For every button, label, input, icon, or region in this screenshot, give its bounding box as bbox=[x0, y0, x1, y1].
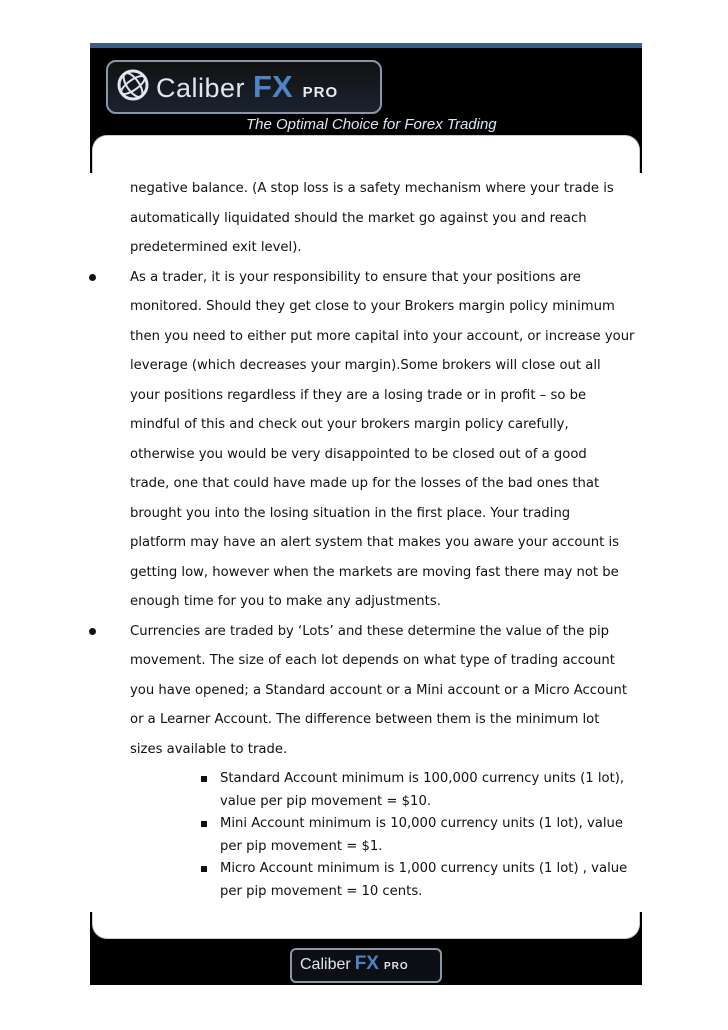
square-bullet-icon bbox=[201, 776, 207, 782]
text-line: you have opened; a Standard account or a Mini account or a Micro Account bbox=[130, 682, 628, 698]
logo-wordmark bbox=[156, 69, 338, 105]
page-header bbox=[90, 43, 642, 173]
page-footer bbox=[90, 912, 642, 985]
header-logo bbox=[106, 60, 382, 114]
text-line: trade, one that could have made up for the losses of the bad ones that bbox=[130, 476, 600, 491]
logo-fx-text: FX bbox=[253, 69, 293, 104]
text-line: monitored. Should they get close to your Brokers margin policy minimum bbox=[130, 299, 615, 314]
square-bullet-icon bbox=[201, 821, 207, 827]
globe-icon bbox=[116, 68, 150, 102]
sub-bullet-micro bbox=[108, 858, 648, 903]
sub-bullet-mini bbox=[108, 813, 648, 858]
text-line: brought you into the losing situation in the first place. Your trading bbox=[130, 505, 571, 521]
tagline: The Optimal Choice for Forex Trading bbox=[246, 116, 497, 133]
header-content-panel bbox=[93, 136, 639, 173]
continuation-paragraph bbox=[108, 174, 648, 263]
text-line: negative balance. (A stop loss is a safety mechanism where your trade is bbox=[130, 181, 614, 196]
text-line: Mini Account minimum is 10,000 currency units (1 lot), value bbox=[220, 816, 623, 831]
text-line: your positions regardless if they are a losing trade or in profit – so be bbox=[130, 387, 587, 403]
text-line: mindful of this and check out your brokers margin policy carefully, bbox=[130, 417, 569, 432]
text-line: or a Learner Account. The difference between them is the minimum lot bbox=[130, 712, 600, 727]
text-line: otherwise you would be very disappointed to be closed out of a good bbox=[130, 446, 587, 462]
bullet-item-lots bbox=[108, 617, 648, 765]
text-line: As a trader, it is your responsibility to ensure that your positions are bbox=[130, 269, 581, 285]
text-line: automatically liquidated should the market go against you and reach bbox=[130, 210, 587, 226]
document-body bbox=[108, 174, 648, 903]
footer-logo-wordmark bbox=[300, 953, 409, 975]
text-line: Standard Account minimum is 100,000 currency units (1 lot), bbox=[220, 771, 625, 786]
text-line: predetermined exit level). bbox=[130, 240, 302, 255]
footer-logo-brand-text: Caliber bbox=[300, 956, 351, 973]
bullet-icon bbox=[89, 274, 96, 281]
text-line: sizes available to trade. bbox=[130, 741, 288, 757]
bullet-icon bbox=[89, 628, 96, 635]
text-line: enough time for you to make any adjustments. bbox=[130, 594, 441, 609]
footer-logo bbox=[290, 948, 442, 983]
square-bullet-icon bbox=[201, 866, 207, 872]
text-line: per pip movement = $1. bbox=[220, 838, 383, 854]
footer-logo-fx-text: FX bbox=[354, 953, 379, 974]
text-line: leverage (which decreases your margin).Some brokers will close out all bbox=[130, 358, 601, 373]
text-line: Micro Account minimum is 1,000 currency units (1 lot) , value bbox=[220, 861, 628, 876]
text-line: per pip movement = 10 cents. bbox=[220, 883, 423, 899]
text-line: getting low, however when the markets are moving fast there may not be bbox=[130, 564, 619, 580]
bullet-item-margin bbox=[108, 263, 648, 617]
header-accent-strip bbox=[90, 43, 642, 48]
footer-content-panel bbox=[93, 912, 639, 938]
text-line: then you need to either put more capital into your account, or increase your bbox=[130, 328, 635, 344]
text-line: movement. The size of each lot depends on what type of trading account bbox=[130, 653, 615, 668]
text-line: value per pip movement = $10. bbox=[220, 793, 432, 809]
text-line: platform may have an alert system that makes you aware your account is bbox=[130, 535, 619, 550]
sub-bullet-standard bbox=[108, 768, 648, 813]
footer-logo-pro-text: PRO bbox=[383, 961, 409, 972]
logo-pro-text: PRO bbox=[302, 84, 339, 101]
logo-brand-text: Caliber bbox=[156, 73, 246, 103]
account-types-list bbox=[108, 768, 648, 903]
text-line: Currencies are traded by ‘Lots’ and these determine the value of the pip bbox=[130, 623, 609, 639]
